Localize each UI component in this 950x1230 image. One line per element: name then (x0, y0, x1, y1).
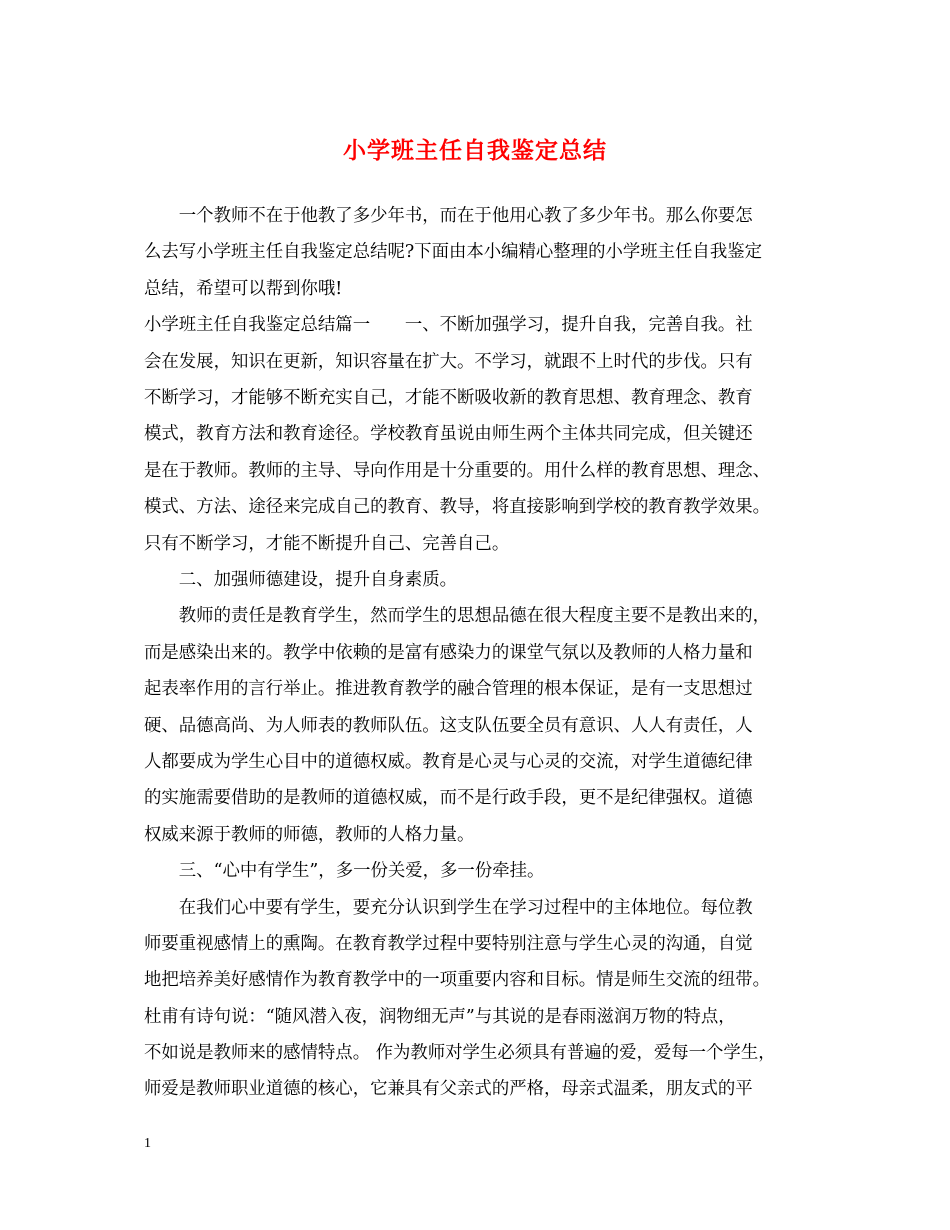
body-line: 三、“心中有学生”，多一份关爱，多一份牵挂。 (144, 861, 545, 881)
body-line: 而是感染出来的。教学中依赖的是富有感染力的课堂气氛以及教师的人格力量和 (144, 643, 753, 663)
page-number: 1 (144, 1136, 151, 1151)
body-line: 起表率作用的言行举止。推进教育教学的融合管理的根本保证，是有一支思想过 (144, 679, 753, 699)
body-line: 在我们心中要有学生，要充分认识到学生在学习过程中的主体地位。每位教 (144, 898, 753, 918)
body-line: 么去写小学班主任自我鉴定总结呢?下面由本小编精心整理的小学班主任自我鉴定 (144, 242, 762, 262)
body-line: 模式、方法、途径来完成自己的教育、教导，将直接影响到学校的教育教学效果。 (144, 497, 771, 517)
body-line: 二、加强师德建设，提升自身素质。 (144, 570, 458, 590)
body-line: 是在于教师。教师的主导、导向作用是十分重要的。用什么样的教育思想、理念、 (144, 461, 771, 481)
body-line: 会在发展，知识在更新，知识容量在扩大。不学习，就跟不上时代的步伐。只有 (144, 352, 753, 372)
body-line: 的实施需要借助的是教师的道德权威，而不是行政手段，更不是纪律强权。道德 (144, 788, 753, 808)
body-line: 人都要成为学生心目中的道德权威。教育是心灵与心灵的交流，对学生道德纪律 (144, 752, 753, 772)
body-line: 权威来源于教师的师德，教师的人格力量。 (144, 825, 475, 845)
body-line: 总结，希望可以帮到你哦! (144, 279, 343, 299)
body-line: 地把培养美好感情作为教育教学中的一项重要内容和目标。情是师生交流的纽带。 (144, 970, 771, 990)
body-line: 硬、品德高尚、为人师表的教师队伍。这支队伍要全员有意识、人人有责任，人 (144, 716, 753, 736)
body-line: 不如说是教师来的感情特点。 作为教师对学生必须具有普遍的爱，爱每一个学生， (144, 1043, 776, 1063)
body-line: 教师的责任是教育学生，然而学生的思想品德在很大程度主要不是教出来的， (144, 606, 771, 626)
body-line: 师要重视感情上的熏陶。在教育教学过程中要特别注意与学生心灵的沟通，自觉 (144, 934, 753, 954)
body-line: 杜甫有诗句说：“随风潜入夜，润物细无声”与其说的是春雨滋润万物的特点， (144, 1007, 736, 1027)
body-line: 师爱是教师职业道德的核心，它兼具有父亲式的严格，母亲式温柔，朋友式的平 (144, 1079, 753, 1099)
document-title: 小学班主任自我鉴定总结 (343, 137, 607, 164)
body-line: 小学班主任自我鉴定总结篇一 一、不断加强学习，提升自我，完善自我。社 (144, 315, 753, 335)
body-line: 只有不断学习，才能不断提升自己、完善自己。 (144, 534, 510, 554)
body-line: 模式，教育方法和教育途径。学校教育虽说由师生两个主体共同完成，但关键还 (144, 424, 753, 444)
body-line: 不断学习，才能够不断充实自己，才能不断吸收新的教育思想、教育理念、教育 (144, 388, 753, 408)
body-line: 一个教师不在于他教了多少年书，而在于他用心教了多少年书。那么你要怎 (144, 206, 753, 226)
